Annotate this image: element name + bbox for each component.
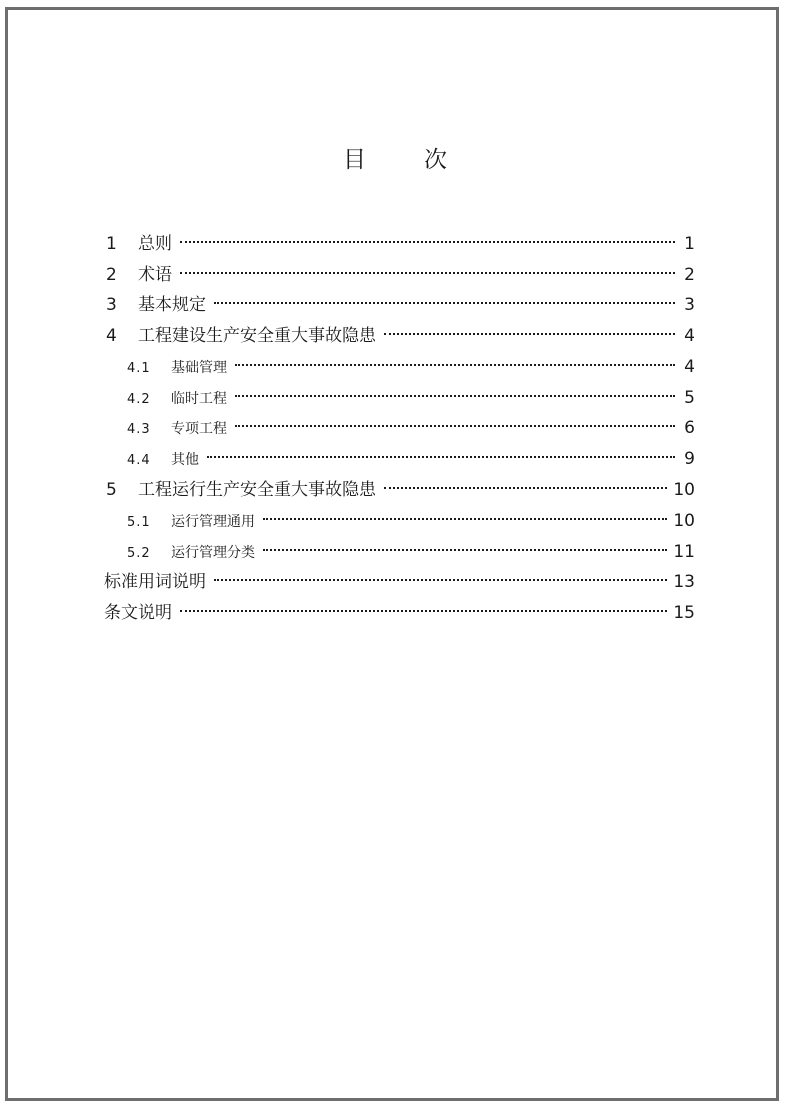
- toc-entry-special-works[interactable]: [127, 409, 695, 438]
- dot-leader: [235, 379, 675, 403]
- toc-entry-label: 标准用词说明: [104, 572, 206, 592]
- toc-entry-wording-explanation[interactable]: [104, 563, 695, 592]
- toc-entry-classified-operation[interactable]: [127, 533, 695, 562]
- toc-entry-operation-hazards[interactable]: [106, 471, 695, 500]
- toc-entry-page: 4: [684, 357, 695, 377]
- toc-entry-page: 9: [684, 449, 695, 469]
- dot-leader: [235, 348, 675, 372]
- toc-entry-label: 基本规定: [138, 295, 206, 315]
- toc-entry-basic-management[interactable]: [127, 348, 695, 377]
- dot-leader: [207, 440, 675, 464]
- toc-entry-number: 4.1: [127, 361, 151, 376]
- toc-entry-temporary-works[interactable]: [127, 379, 695, 408]
- dot-leader: [180, 225, 675, 249]
- toc-entry-label: 运行管理分类: [171, 545, 255, 561]
- toc-entry-construction-hazards[interactable]: [106, 317, 695, 346]
- toc-entry-page: 13: [673, 572, 695, 592]
- toc-entry-label: 临时工程: [171, 391, 227, 407]
- toc-entry-page: 10: [673, 480, 695, 500]
- toc-entry-basic-requirements[interactable]: [106, 286, 695, 315]
- toc-entry-page: 4: [684, 326, 695, 346]
- toc-entry-label: 运行管理通用: [171, 514, 255, 530]
- toc-entry-number: 4.2: [127, 392, 151, 407]
- toc-entry-label: 专项工程: [171, 421, 227, 437]
- toc-entry-number: 5.1: [127, 515, 151, 530]
- toc-entry-clause-explanation[interactable]: [104, 594, 695, 623]
- dot-leader: [263, 502, 667, 526]
- toc-entry-label: 基础管理: [171, 360, 227, 376]
- toc-entry-label: 条文说明: [104, 603, 172, 623]
- toc-entry-terms[interactable]: [106, 256, 695, 285]
- title-char-2: 次: [424, 147, 447, 173]
- dot-leader: [214, 286, 675, 310]
- toc-entry-page: 15: [673, 603, 695, 623]
- toc-entry-number: 4: [106, 326, 117, 346]
- toc-entry-page: 11: [673, 542, 695, 562]
- title-char-1: 目: [343, 147, 366, 173]
- toc-entry-label: 工程建设生产安全重大事故隐患: [138, 326, 376, 346]
- toc-entry-page: 10: [673, 511, 695, 531]
- toc-entry-number: 4.3: [127, 422, 151, 437]
- toc-entry-general-operation[interactable]: [127, 502, 695, 531]
- dot-leader: [180, 256, 675, 280]
- dot-leader: [263, 533, 667, 557]
- toc-entry-page: 3: [684, 295, 695, 315]
- dot-leader: [180, 594, 667, 618]
- toc-entry-number: 4.4: [127, 453, 151, 468]
- toc-entry-page: 2: [684, 265, 695, 285]
- toc-entry-label: 工程运行生产安全重大事故隐患: [138, 480, 376, 500]
- toc-entry-label: 总则: [138, 234, 172, 254]
- toc-entry-number: 3: [106, 295, 117, 315]
- toc-entry-others[interactable]: [127, 440, 695, 469]
- dot-leader: [214, 563, 667, 587]
- dot-leader: [384, 471, 667, 495]
- toc-entry-general-provisions[interactable]: [106, 225, 695, 254]
- dot-leader: [235, 409, 675, 433]
- dot-leader: [384, 317, 675, 341]
- toc-entry-page: 5: [684, 388, 695, 408]
- toc-entry-number: 1: [106, 234, 117, 254]
- toc-entry-number: 2: [106, 265, 117, 285]
- toc-entry-page: 6: [684, 418, 695, 438]
- toc-entry-label: 术语: [138, 265, 172, 285]
- toc-entry-label: 其他: [171, 452, 199, 468]
- toc-entry-number: 5: [106, 480, 117, 500]
- toc-entry-number: 5.2: [127, 546, 151, 561]
- toc-entry-page: 1: [684, 234, 695, 254]
